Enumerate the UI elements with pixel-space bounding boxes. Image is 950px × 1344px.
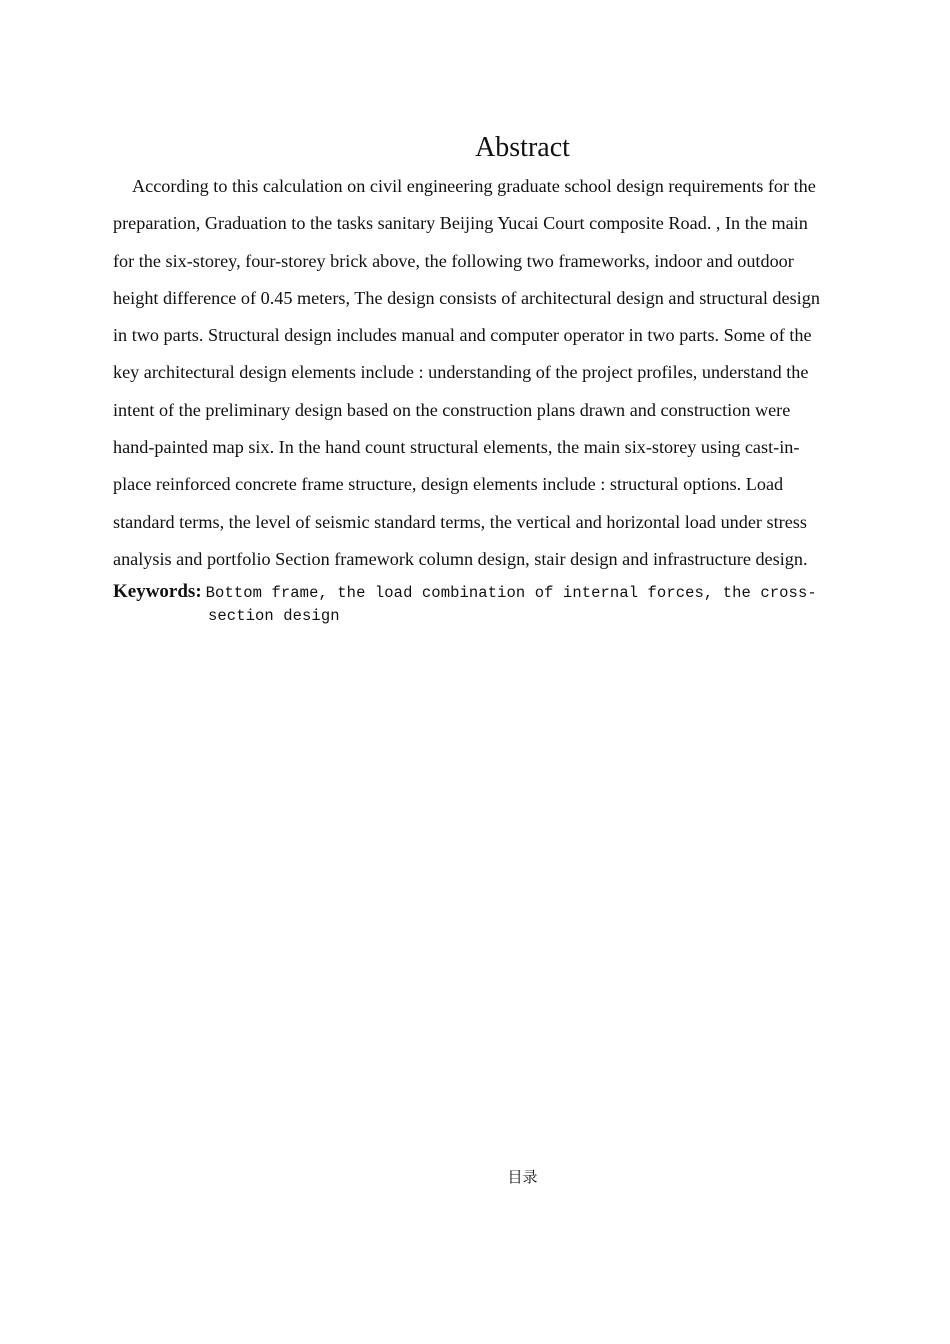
abstract-line: According to this calculation on civil engineering graduate school design requirements for the: [132, 176, 816, 196]
keywords-text-continued: section design: [208, 607, 340, 625]
table-of-contents-heading: 目录: [507, 1168, 538, 1186]
abstract-line: intent of the preliminary design based on the construction plans drawn and construction were: [113, 399, 791, 420]
abstract-line: hand-painted map six. In the hand count structural elements, the main six-storey using cast-in-: [113, 437, 800, 458]
abstract-line: preparation, Graduation to the tasks sanitary Beijing Yucai Court composite Road. , In the main: [113, 213, 808, 234]
abstract-line: standard terms, the level of seismic standard terms, the vertical and horizontal load under stress: [113, 511, 807, 532]
abstract-line: height difference of 0.45 meters, The design consists of architectural design and structural design: [113, 287, 820, 308]
keywords-label: Keywords:: [113, 581, 202, 602]
keywords-text: Bottom frame, the load combination of internal forces, the cross-: [205, 584, 817, 602]
abstract-title: Abstract: [475, 132, 570, 163]
abstract-line: place reinforced concrete frame structure, design elements include : structural options. Load: [113, 474, 784, 495]
abstract-line: key architectural design elements include : understanding of the project profiles, understand the: [113, 362, 809, 383]
abstract-body: [113, 168, 863, 578]
abstract-line: analysis and portfolio Section framework column design, stair design and infrastructure design.: [113, 548, 808, 569]
abstract-line: for the six-storey, four-storey brick above, the following two frameworks, indoor and outdoor: [113, 250, 794, 271]
abstract-line: in two parts. Structural design includes manual and computer operator in two parts. Some of the: [113, 325, 812, 346]
keywords-block: [113, 580, 863, 628]
